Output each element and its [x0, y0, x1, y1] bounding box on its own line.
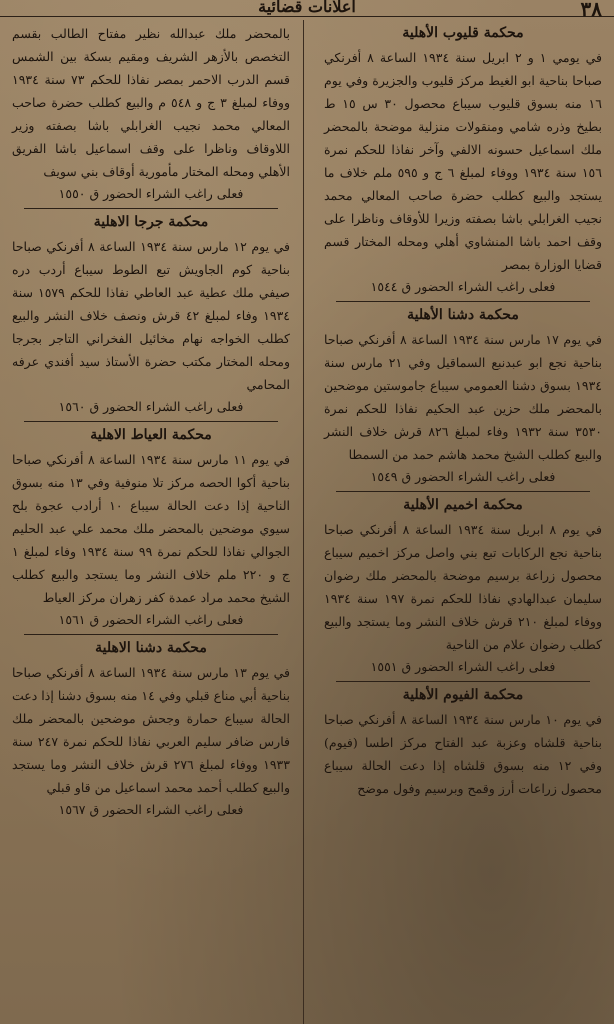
notice-reference: فعلى راغب الشراء الحضور ق ١٥٦٠	[58, 399, 244, 414]
notice-akhmim	[320, 496, 606, 682]
notice-fayoum	[320, 686, 606, 800]
column-divider	[303, 20, 304, 1024]
notice-dishna-2	[8, 639, 294, 821]
notice-qalyub	[320, 24, 606, 302]
notice-title: محكمة قليوب الأهلية	[402, 25, 524, 41]
notice-divider	[336, 301, 590, 302]
notice-body: في يوم ١٧ مارس سنة ١٩٣٤ الساعة ٨ أفرنكي صباحا بناحية نجع ابو عبدنبع السماقيل وفي ٢١ مارس سنة ١٩٣٤ بسوق دشنا العمومي سيباع جاموستين موضحين بالمحضر ملك حزين عبد الحكيم نفاذا للحكم نمرة ٣٥٣٠ سنة ١٩٣٢ وفاء لمبلغ ٨٢٦ قرش خلاف النشر والبيع كطلب الشيخ محمد هاشم حمد من السمطا	[324, 332, 602, 462]
notice-reference: فعلى راغب الشراء الحضور ق ١٥٥١	[370, 659, 556, 674]
notice-divider	[336, 491, 590, 492]
section-title: اعلانات قضائية	[258, 0, 356, 16]
notice-title: محكمة العياط الاهلية	[90, 427, 212, 443]
notice-body: في يوم ١٢ مارس سنة ١٩٣٤ الساعة ٨ أفرنكي صباحا بناحية كوم الجاويش تبع الطوط سيباع أردب دره صيفي ملك عطية عبد العاطي نفاذا للحكم ١٥٧٩ سنة ١٩٣٤ وفاء لمبلغ ٤٢ قرش ونصف خلاف النشر والبيع كطلب الخواجه نهام مخائيل الفخراني التاجر بجرجا ومحله المختار مكتب حضرة الأستاذ سيد أفندي عرفه المحامي	[12, 239, 291, 392]
notice-title: محكمة الفيوم الأهلية	[402, 687, 524, 703]
notice-body: في يوم ١٣ مارس سنة ١٩٣٤ الساعة ٨ أفرنكي صباحا بناحية أبي مناع قبلي وفي ١٤ منه بسوق دشنا إذا دعت الحالة سيباع حمارة وجحش موضحين بالمحضر ملك فارس ضافر سليم العربي نفاذا للحكم نمرة ٢٤٧ سنة ١٩٣٣ ووفاء لمبلغ ٢٧٦ قرش خلاف النشر وما يستجد والبيع كطلب أحمد محمد اسماعيل من قاو قبلي	[12, 665, 290, 795]
notice-divider	[336, 681, 590, 682]
left-column	[8, 20, 294, 821]
page-number: ٣٨	[580, 0, 602, 21]
notice-body: في يوم ١٠ مارس سنة ١٩٣٤ الساعة ٨ أفرنكي صباحا بناحية قلشاه وعزبة عبد الفتاح مركز اطسا (فيوم) وفي ١٢ منه بسوق قلشاه إذا دعت الحالة سيباع محصول زراعات أرز وقمح وبرسيم وفول موضح	[324, 712, 602, 796]
notice-ayat	[8, 426, 294, 635]
notice-reference: فعلى راغب الشراء الحضور ق ١٥٤٤	[370, 279, 556, 294]
notice-reference: فعلى راغب الشراء الحضور ق ١٥٦٧	[58, 802, 244, 817]
notice-title: محكمة دشنا الأهلية	[407, 307, 519, 323]
page-header	[0, 0, 614, 21]
right-column	[320, 20, 606, 800]
notice-body: في يوم ١١ مارس سنة ١٩٣٤ الساعة ٨ أفرنكي صباحا بناحية أكوا الحصه مركز تلا منوفية وفي ١٣ منه بسوق الناحية إذا دعت الحالة سيباع ١٠ أرادب عجوة بلح سيوي موضحين بالمحضر ملك محمد علي عبد الحليم الجوالي نفاذا للحكم نمرة ٩٩ سنة ١٩٣٤ وفاء لمبلغ ١ ج و ٢٢٠ ملم خلاف النشر وما يستجد والبيع كطلب الشيخ محمد مراد عمدة كفر زهران مركز العياط	[12, 452, 290, 605]
notice-reference: فعلى راغب الشراء الحضور ق ١٥٤٩	[370, 469, 556, 484]
notice-body: في يوم ٨ ابريل سنة ١٩٣٤ الساعة ٨ أفرنكي صباحا بناحية نجع الركابات تبع بني واصل مركز اخميم سيباع محصول زراعة برسيم موضحة بالمحضر ملك رضوان سليمان عبدالهادي نفاذا للحكم نمرة ١٩٧ سنة ١٩٣٤ ووفاء لمبلغ ٢١٠ قرش خلاف النشر وما يستجد والبيع كطلب رضوان علام من الناحية	[324, 522, 603, 652]
notice-reference: فعلى راغب الشراء الحضور ق ١٥٦١	[58, 612, 244, 627]
notice-body: في يومي ١ و ٢ ابريل سنة ١٩٣٤ الساعة ٨ أفرنكي صباحا بناحية ابو الغيط مركز قليوب والجزيرة وفي يوم ١٦ منه بسوق قليوب سيباع محصول ٣٠ س ١٥ ط بطيخ وذره شامي ومنقولات منزلية موضحة بالمحضر ملك اسماعيل حسونه الالفي وآخر نفاذا للحكم نمرة ١٥٦ سنة ١٩٣٤ ووفاء لمبلغ ٦ ج و ٥٩٥ ملم خلاف ما يستجد والبيع كطلب حضرة صاحب المعالي محمد نجيب الغرابلي باشا بصفته وزيرا للأوقاف وناظرا على وقف احمد باشا المنشاوي أهلي ومحله المختار قسم قضايا الوزارة بمصر	[324, 50, 602, 272]
notice-divider	[24, 634, 278, 635]
notice-reference: فعلى راغب الشراء الحضور ق ١٥٥٠	[58, 186, 244, 201]
notice-body: بالمحضر ملك عبدالله نظير مفتاح الطالب بقسم التخصص بالأزهر الشريف ومقيم بسكة بين الشمس قسم الدرب الاحمر بمصر نفاذا للحكم ٧٣ سنة ١٩٣٤ ووفاء لمبلغ ٣ ج و ٥٤٨ م والبيع كطلب حضرة صاحب المعالي محمد نجيب الغرابلي باشا بصفته وزير اللاوقاف وناظرا على وقف اسماعيل باشا الفريق الأهلي ومحله المختار مأمورية أوقاف بني سويف	[12, 26, 291, 179]
notice-title: محكمة دشنا الاهلية	[95, 640, 207, 656]
notice-divider	[24, 421, 278, 422]
notice-divider	[24, 208, 278, 209]
notice-girga	[8, 213, 294, 422]
notice-dishna-1	[320, 306, 606, 492]
notice-title: محكمة اخميم الأهلية	[403, 497, 523, 513]
notice-title: محكمة جرجا الاهلية	[93, 214, 209, 230]
notice-continued	[8, 22, 294, 209]
